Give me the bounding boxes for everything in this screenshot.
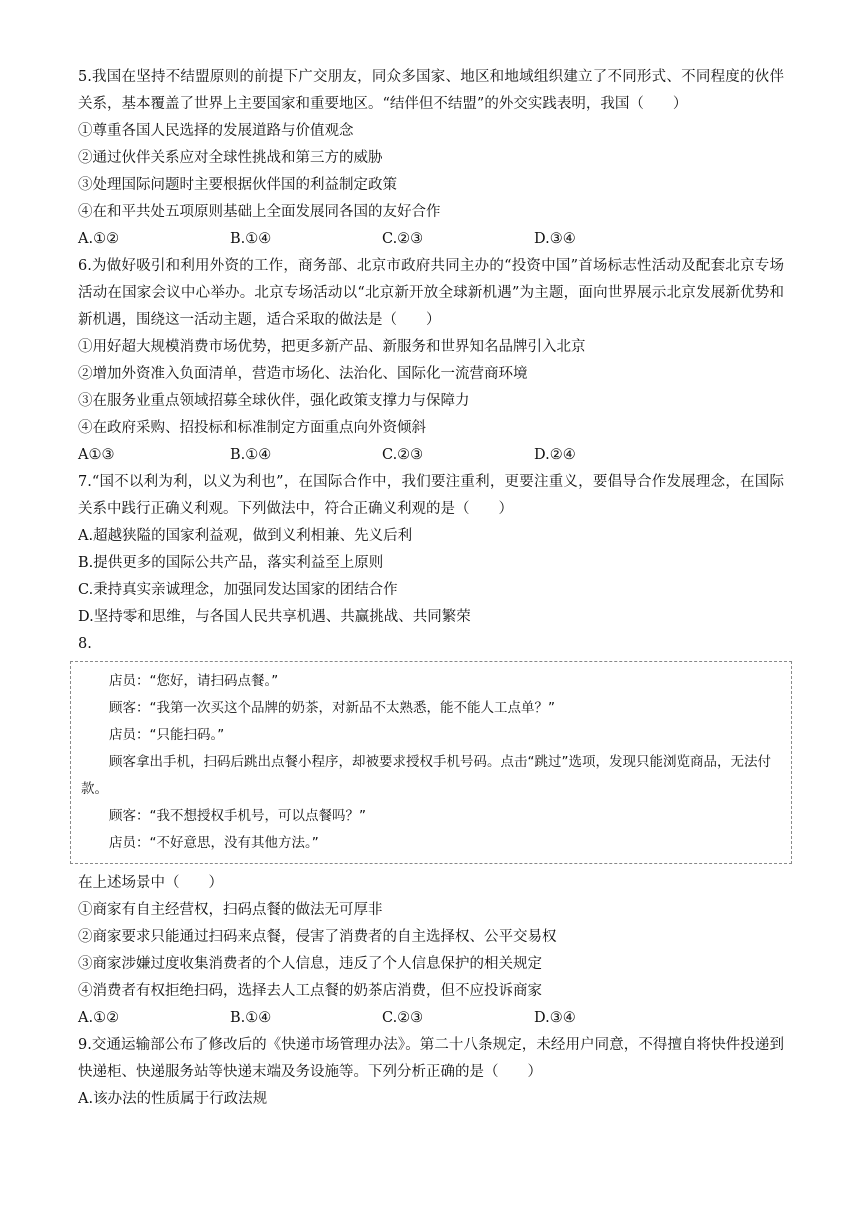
option-b[interactable]: B.①④ [230, 1010, 272, 1026]
statement-item: ④在政府采购、招投标和标准制定方面重点向外资倾斜 [78, 420, 426, 436]
question-8 [78, 631, 784, 1032]
dialogue-line: 顾客拿出手机，扫码后跳出点餐小程序，却被要求授权手机号码。点击“跳过”选项，发现只能浏览商品，无法付款。 [81, 754, 771, 797]
question-7 [78, 469, 784, 631]
question-stem: 9.交通运输部公布了修改后的《快递市场管理办法》。第二十八条规定，未经用户同意，不得擅自将快件投递到快递柜、快递服务站等快递末端及务设施等。下列分析正确的是（ ） [78, 1037, 784, 1080]
option-a[interactable]: A①③ [78, 447, 115, 463]
question-9 [78, 1032, 784, 1113]
statement-item: ①用好超大规模消费市场优势，把更多新产品、新服务和世界知名品牌引入北京 [78, 339, 586, 355]
dialogue-line: 店员：“不好意思，没有其他方法。” [109, 835, 319, 851]
question-stem: 5.我国在坚持不结盟原则的前提下广交朋友，同众多国家、地区和地域组织建立了不同形式、不同程度的伙伴关系，基本覆盖了世界上主要国家和重要地区。“结伴但不结盟”的外交实践表明，我国（ ） [78, 69, 784, 112]
option-a[interactable]: A.①② [78, 231, 120, 247]
statement-item: ④在和平共处五项原则基础上全面发展同各国的友好合作 [78, 204, 441, 220]
option-d[interactable]: D.③④ [534, 231, 576, 247]
option-d[interactable]: D.③④ [534, 1010, 576, 1026]
question-stem: 7.“国不以利为利，以义为利也”，在国际合作中，我们要注重利，更要注重义，要倡导合作发展理念，在国际关系中践行正确义利观。下列做法中，符合正确义利观的是（ ） [78, 474, 784, 517]
option-d[interactable]: D.②④ [534, 447, 576, 463]
statement-item: ①商家有自主经营权，扫码点餐的做法无可厚非 [78, 902, 383, 918]
statement-item: ④消费者有权拒绝扫码，选择去人工点餐的奶茶店消费，但不应投诉商家 [78, 983, 542, 999]
answer-options [78, 442, 784, 469]
statement-item: ③商家涉嫌过度收集消费者的个人信息，违反了个人信息保护的相关规定 [78, 956, 542, 972]
statement-item: ②商家要求只能通过扫码来点餐，侵害了消费者的自主选择权、公平交易权 [78, 929, 557, 945]
statement-item: ①尊重各国人民选择的发展道路与价值观念 [78, 123, 354, 139]
question-6 [78, 253, 784, 469]
exam-page [78, 64, 784, 1113]
option-b[interactable]: B.①④ [230, 447, 272, 463]
dialogue-line: 顾客：“我不想授权手机号，可以点餐吗？” [109, 808, 366, 824]
option-c[interactable]: C.秉持真实亲诚理念，加强同发达国家的团结合作 [78, 582, 398, 598]
question-number: 8. [78, 636, 92, 652]
option-c[interactable]: C.②③ [382, 1010, 424, 1026]
answer-options [78, 1005, 784, 1032]
option-c[interactable]: C.②③ [382, 231, 424, 247]
option-b[interactable]: B.提供更多的国际公共产品，落实利益至上原则 [78, 555, 384, 571]
statement-item: ②增加外资准入负面清单，营造市场化、法治化、国际化一流营商环境 [78, 366, 528, 382]
dialogue-line: 店员：“您好，请扫码点餐。” [109, 673, 279, 689]
option-a[interactable]: A.①② [78, 1010, 120, 1026]
dialogue-line: 店员：“只能扫码。” [109, 727, 225, 743]
answer-options [78, 226, 784, 253]
option-b[interactable]: B.①④ [230, 231, 272, 247]
statement-item: ③处理国际问题时主要根据伙伴国的利益制定政策 [78, 177, 397, 193]
option-c[interactable]: C.②③ [382, 447, 424, 463]
statement-item: ③在服务业重点领域招募全球伙伴，强化政策支撑力与保障力 [78, 393, 470, 409]
option-d[interactable]: D.坚持零和思维，与各国人民共享机遇、共赢挑战、共同繁荣 [78, 609, 471, 625]
dialogue-line: 顾客：“我第一次买这个品牌的奶茶，对新品不太熟悉，能不能人工点单？” [109, 700, 555, 716]
question-stem: 在上述场景中（ ） [78, 875, 223, 891]
question-stem: 6.为做好吸引和利用外资的工作，商务部、北京市政府共同主办的“投资中国”首场标志性活动及配套北京专场活动在国家会议中心举办。北京专场活动以“北京新开放全球新机遇”为主题，面向世界展示北京发展新优势和新机遇，围绕这一活动主题，适合采取的做法是（ ） [78, 258, 784, 328]
option-a[interactable]: A.超越狭隘的国家利益观，做到义利相兼、先义后利 [78, 528, 413, 544]
statement-item: ②通过伙伴关系应对全球性挑战和第三方的威胁 [78, 150, 383, 166]
dialogue-box [70, 661, 792, 864]
option-a[interactable]: A.该办法的性质属于行政法规 [78, 1091, 268, 1107]
question-5 [78, 64, 784, 253]
